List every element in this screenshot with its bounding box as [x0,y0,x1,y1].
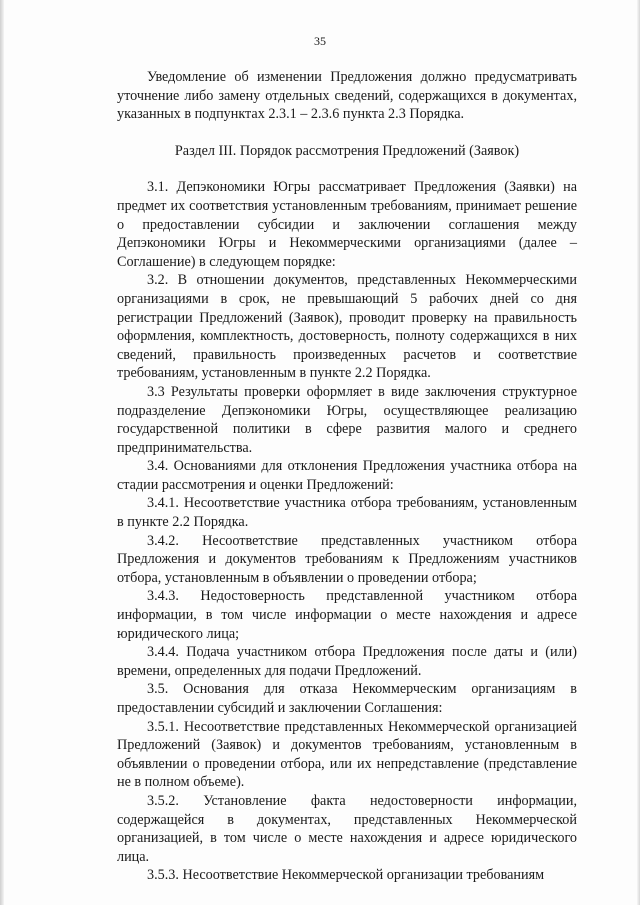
paragraph-3-5-2: 3.5.2. Установление факта недостоверности информации, содержащейся в документах, представленных Некоммерческой организацией, в том числе о месте нахождения и адресе юридического лица. [117,792,577,865]
paragraph-3-4-3: 3.4.3. Недостоверность представленной участником отбора информации, в том числе информации о месте нахождения и адресе юридического лица; [117,588,577,642]
scan-edge-left [0,0,4,905]
section-title: Раздел III. Порядок рассмотрения Предложений (Заявок) [174,142,520,159]
paragraph-3-3: 3.3 Результаты проверки оформляет в виде заключения структурное подразделение Депэкономики Югры, осуществляющее реализацию государственной политики в сфере развития малого и среднего предпринимательства. [117,383,577,456]
page-number: 35 [314,34,326,48]
paragraph-3-4-2: 3.4.2. Несоответствие представленных участником отбора Предложения и документов требованиям к Предложениям участников отбора, установленным в объявлении о проведении отбора; [117,532,577,586]
paragraph-3-5-3: 3.5.3. Несоответствие Некоммерческой организации требованиям [147,867,545,884]
paragraph-3-4: 3.4. Основаниями для отклонения Предложения участника отбора на стадии рассмотрения и оценки Предложений: [117,458,577,493]
paragraph-3-2: 3.2. В отношении документов, представленных Некоммерческими организациями в срок, не превышающий 5 рабочих дней со дня регистрации Предложений (Заявок), проводит проверку на правильность оформления, комплектность, достоверность, полноту содержащихся в них сведений, правильность произведенных расчетов и соответствие требованиям, установленным в пункте 2.2 Порядка. [117,272,577,382]
paragraph-3-5-1: 3.5.1. Несоответствие представленных Некоммерческой организацией Предложений (Заявок) и документов требованиям, установленным в объявлении о проведении отбора, или их непредставление (представление не в полном объеме). [117,718,577,791]
paragraph-notice: Уведомление об изменении Предложения должно предусматривать уточнение либо замену отдельных сведений, содержащихся в документах, указанных в подпунктах 2.3.1 – 2.3.6 пункта 2.3 Порядка. [117,69,577,123]
paragraph-3-4-4: 3.4.4. Подача участником отбора Предложения после даты и (или) времени, определенных для подачи Предложений. [117,644,577,679]
document-body [117,68,577,885]
paragraph-3-5: 3.5. Основания для отказа Некоммерческим организациям в предоставлении субсидий и заключении Соглашения: [117,681,577,716]
paragraph-3-1: 3.1. Депэкономики Югры рассматривает Предложения (Заявки) на предмет их соответствия установленным требованиям, принимает решение о предоставлении субсидии и заключении соглашения между Депэкономики Югры и Некоммерческими организациями (далее – Соглашение) в следующем порядке: [117,179,577,270]
paragraph-3-4-1: 3.4.1. Несоответствие участника отбора требованиям, установленным в пункте 2.2 Порядка. [117,495,577,531]
